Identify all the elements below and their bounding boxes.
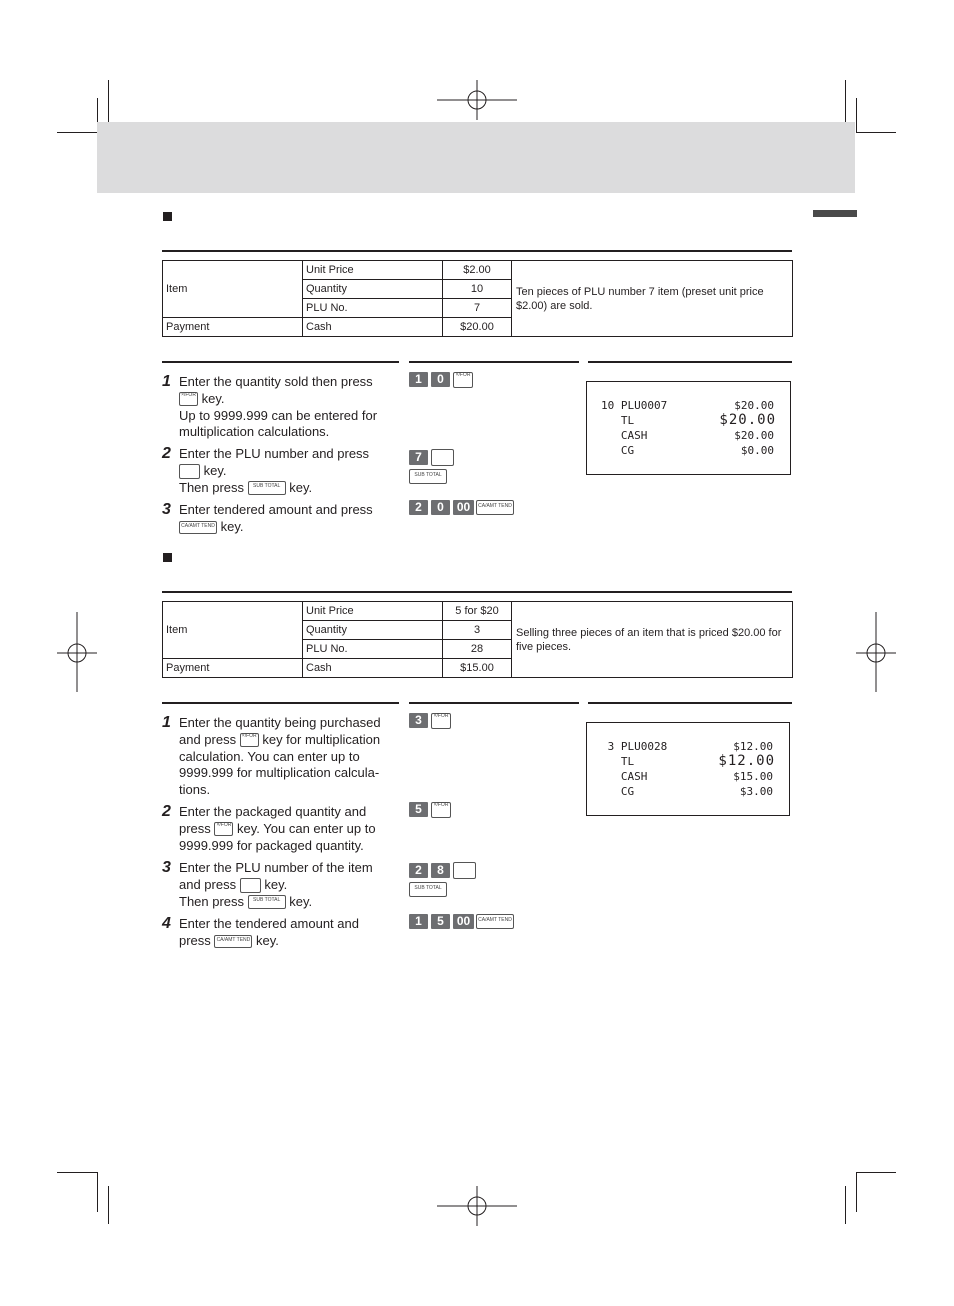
header-band <box>97 122 855 193</box>
step-line: key for multiplication <box>262 731 381 747</box>
digit-key-icon: 1 <box>409 372 428 387</box>
step-text <box>179 860 404 910</box>
step-number: 4 <box>162 915 171 932</box>
receipt-line-left: CG <box>601 785 635 798</box>
plu-key-icon <box>179 464 200 479</box>
table-cell-label: PLU No. <box>303 299 443 318</box>
step-line: key. <box>289 479 313 495</box>
step-line: key. <box>256 932 279 948</box>
step-line: key. <box>289 893 313 909</box>
step-line: 9999.999 for packaged quantity. <box>179 837 364 853</box>
step-text <box>179 916 404 950</box>
table-cell-value: 10 <box>443 280 512 299</box>
x-for-key-icon: ×/FOR <box>431 713 451 729</box>
digit-key-icon: 2 <box>409 500 428 515</box>
registration-mark-bottom <box>437 1186 517 1226</box>
section-rule-1 <box>162 250 792 252</box>
receipt-line-left: 10 PLU0007 <box>601 399 668 412</box>
step-line: Up to 9999.999 can be entered for <box>179 407 378 423</box>
column-rule <box>588 702 792 704</box>
plu-key-icon <box>240 878 261 893</box>
step-line: Then press <box>179 893 245 909</box>
receipt-line-right: $3.00 <box>739 785 773 798</box>
receipt-line-left: CASH <box>601 770 648 783</box>
digit-key-icon: 2 <box>409 863 428 878</box>
table-description: Selling three pieces of an item that is priced $20.00 for five pieces. <box>512 602 793 678</box>
table-item-label: Item <box>163 602 303 659</box>
column-rule <box>409 702 579 704</box>
step-line: tions. <box>179 782 211 798</box>
table-cell-label: Unit Price <box>303 261 443 280</box>
x-for-key-icon: ×/FOR <box>179 392 198 406</box>
table-cell-label: Cash <box>303 318 443 337</box>
step-line: multiplication calculations. <box>179 424 330 440</box>
x-for-key-icon: ×/FOR <box>214 822 233 836</box>
table-cell-value: 3 <box>443 621 512 640</box>
step-line: Then press <box>179 479 245 495</box>
table-cell-label: Cash <box>303 659 443 678</box>
receipt-line-left: 3 PLU0028 <box>601 740 668 753</box>
table-cell-label: PLU No. <box>303 640 443 659</box>
digit-key-icon: 5 <box>431 914 450 929</box>
receipt-total: $20.00 <box>719 412 776 428</box>
table-cell-label: Unit Price <box>303 602 443 621</box>
receipt-line-left: TL <box>601 414 635 427</box>
receipt-line-left: CG <box>601 444 635 457</box>
table-cell-value: $15.00 <box>443 659 512 678</box>
step-line: and press <box>179 876 237 892</box>
digit-key-icon: 8 <box>431 863 450 878</box>
table-description: Ten pieces of PLU number 7 item (preset unit price $2.00) are sold. <box>512 261 793 337</box>
table-cell-value: 5 for $20 <box>443 602 512 621</box>
digit-key-icon: 3 <box>409 713 428 728</box>
step-line: key. <box>264 876 288 892</box>
receipt-line-right: $0.00 <box>740 444 774 457</box>
receipt-line-right: $12.00 <box>733 740 773 753</box>
step-line: key. <box>201 390 225 406</box>
digit-key-icon: 0 <box>431 500 450 515</box>
step-text <box>179 804 404 854</box>
table-payment-label: Payment <box>163 318 303 337</box>
ca-amt-tend-key-icon: CA/AMT TEND <box>476 500 514 515</box>
step-line: calculation. You can enter up to <box>179 748 360 764</box>
ca-amt-tend-key-icon: CA/AMT TEND <box>179 521 217 534</box>
table-cell-value: $20.00 <box>443 318 512 337</box>
ca-amt-tend-key-icon: CA/AMT TEND <box>214 935 252 948</box>
table-payment-label: Payment <box>163 659 303 678</box>
section-bullet-1 <box>163 212 172 221</box>
digit-key-icon: 1 <box>409 914 428 929</box>
step-text <box>179 715 404 799</box>
step-line: and press <box>179 731 237 747</box>
table-cell-label: Quantity <box>303 621 443 640</box>
table-cell-value: 7 <box>443 299 512 318</box>
digit-key-icon: 0 <box>431 372 450 387</box>
step-number: 1 <box>162 373 171 390</box>
section-tab-marker <box>813 210 857 217</box>
section-bullet-2 <box>163 553 172 562</box>
spec-table-1 <box>162 260 793 337</box>
subtotal-key-icon: SUB TOTAL <box>409 469 447 484</box>
receipt-line-left: TL <box>601 755 635 768</box>
step-number: 1 <box>162 714 171 731</box>
registration-mark-top <box>437 80 517 120</box>
receipt-total: $12.00 <box>718 753 775 769</box>
step-text <box>179 502 399 536</box>
column-rule <box>162 702 399 704</box>
step-line: key. You can enter up to <box>237 820 376 836</box>
registration-mark-left <box>57 612 97 692</box>
table-cell-value: $2.00 <box>443 261 512 280</box>
step-line: Enter the tendered amount and <box>179 916 359 931</box>
step-line: Enter the quantity sold then press <box>179 374 373 389</box>
digit-key-icon: 5 <box>409 802 428 817</box>
ca-amt-tend-key-icon: CA/AMT TEND <box>476 914 514 929</box>
table-cell-value: 28 <box>443 640 512 659</box>
column-rule <box>162 361 399 363</box>
double-zero-key-icon: 00 <box>453 914 474 929</box>
step-line: Enter the quantity being purchased <box>179 715 381 730</box>
step-line: Enter the PLU number of the item <box>179 860 373 875</box>
receipt-line-right: $20.00 <box>734 399 774 412</box>
plu-key-icon <box>453 862 476 879</box>
step-number: 2 <box>162 803 171 820</box>
step-line: key. <box>220 518 244 534</box>
step-number: 3 <box>162 859 171 876</box>
step-number: 3 <box>162 501 171 518</box>
receipt-line-right: $15.00 <box>733 770 773 783</box>
step-text <box>179 446 399 496</box>
subtotal-key-icon: SUB TOTAL <box>248 481 286 495</box>
section-rule-2 <box>162 591 792 593</box>
column-rule <box>588 361 792 363</box>
step-line: Enter the packaged quantity and <box>179 804 367 819</box>
spec-table-2 <box>162 601 793 678</box>
step-line: Enter the PLU number and press <box>179 446 370 461</box>
table-item-label: Item <box>163 261 303 318</box>
subtotal-key-icon: SUB TOTAL <box>409 882 447 897</box>
receipt-printout-2 <box>586 722 790 816</box>
x-for-key-icon: ×/FOR <box>431 802 451 818</box>
receipt-line-left: CASH <box>601 429 648 442</box>
double-zero-key-icon: 00 <box>453 500 474 515</box>
registration-mark-right <box>856 612 896 692</box>
receipt-line-right: $20.00 <box>734 429 774 442</box>
step-line: Enter tendered amount and press <box>179 502 373 517</box>
receipt-printout-1 <box>586 381 791 475</box>
plu-key-icon <box>431 449 454 466</box>
step-line: press <box>179 932 211 948</box>
step-number: 2 <box>162 445 171 462</box>
subtotal-key-icon: SUB TOTAL <box>248 895 286 909</box>
digit-key-icon: 7 <box>409 450 428 465</box>
step-line: 9999.999 for multiplication calcula- <box>179 765 380 781</box>
step-text <box>179 374 399 441</box>
step-line: press <box>179 820 211 836</box>
x-for-key-icon: ×/FOR <box>240 733 259 747</box>
table-cell-label: Quantity <box>303 280 443 299</box>
column-rule <box>409 361 579 363</box>
x-for-key-icon: ×/FOR <box>453 372 473 388</box>
step-line: key. <box>203 462 227 478</box>
